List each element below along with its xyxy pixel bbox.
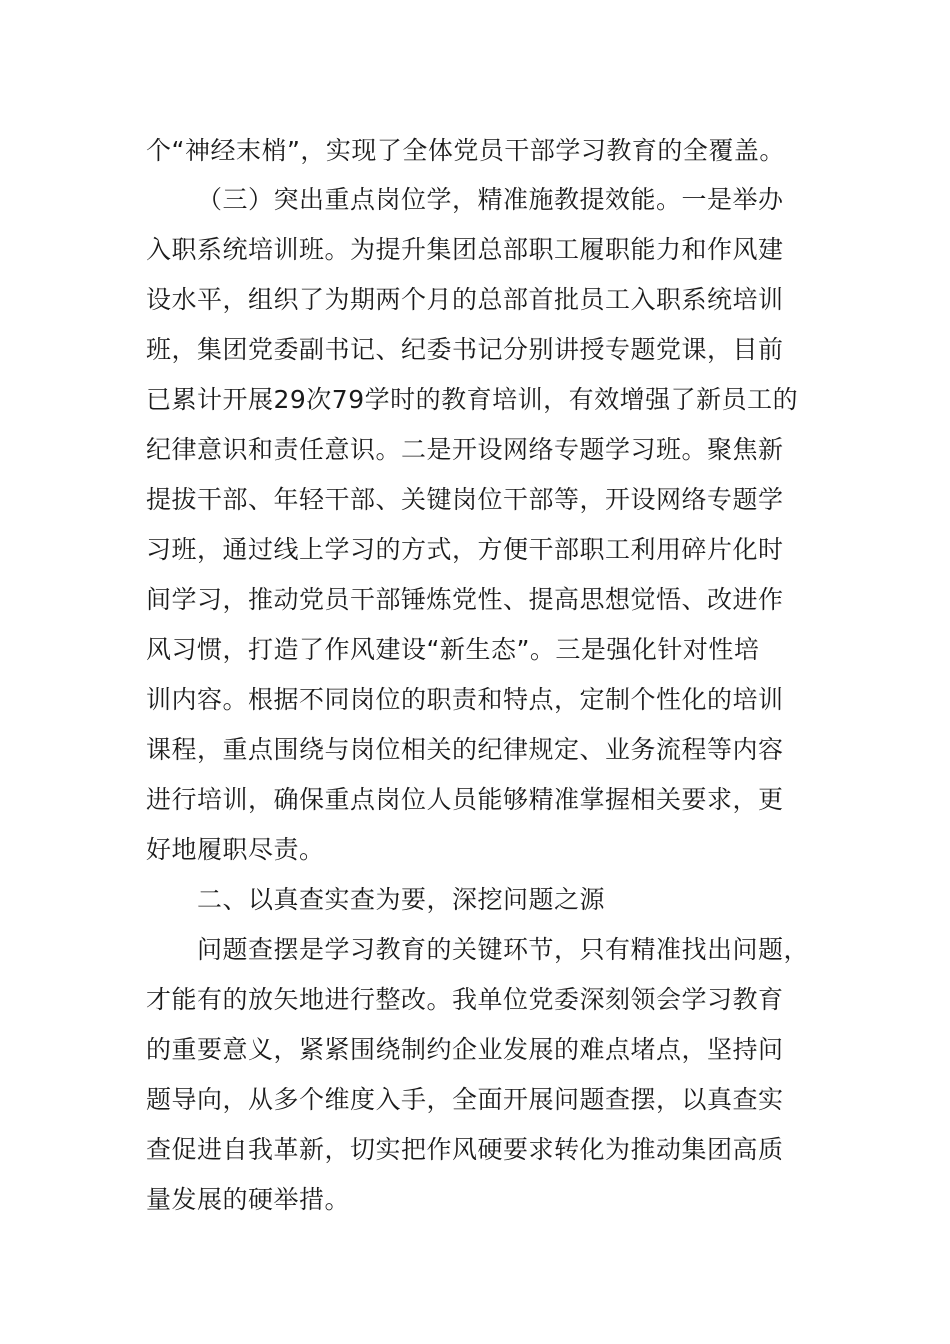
paragraph-line: 习班，通过线上学习的方式，方便干部职工利用碎片化时 [146, 535, 784, 564]
paragraph-line: 班，集团党委副书记、纪委书记分别讲授专题党课，目前 [146, 335, 784, 364]
paragraph-line: 好地履职尽责。 [146, 835, 325, 864]
paragraph-line: 题导向，从多个维度入手，全面开展问题查摆，以真查实 [146, 1085, 784, 1114]
section-heading: 二、以真查实查为要，深挖问题之源 [197, 885, 606, 914]
paragraph-line: 的重要意义，紧紧围绕制约企业发展的难点堵点，坚持问 [146, 1035, 784, 1064]
paragraph-line: 个“神经末梢”，实现了全体党员干部学习教育的全覆盖。 [146, 136, 785, 165]
paragraph-line: 已累计开展29次79学时的教育培训，有效增强了新员工的 [146, 385, 799, 414]
paragraph-line: 才能有的放矢地进行整改。我单位党委深刻领会学习教育 [146, 985, 784, 1014]
paragraph-line: 训内容。根据不同岗位的职责和特点，定制个性化的培训 [146, 685, 784, 714]
paragraph-line: 查促进自我革新，切实把作风硬要求转化为推动集团高质 [146, 1135, 784, 1164]
paragraph-line: 设水平，组织了为期两个月的总部首批员工入职系统培训 [146, 285, 784, 314]
paragraph-line: 间学习，推动党员干部锤炼党性、提高思想觉悟、改进作 [146, 585, 784, 614]
paragraph-line: 提拔干部、年轻干部、关键岗位干部等，开设网络专题学 [146, 485, 784, 514]
paragraph-line: 问题查摆是学习教育的关键环节，只有精准找出问题， [197, 935, 810, 964]
paragraph-line: 课程，重点围绕与岗位相关的纪律规定、业务流程等内容 [146, 735, 784, 764]
paragraph-line: 进行培训，确保重点岗位人员能够精准掌握相关要求，更 [146, 785, 784, 814]
section-heading-line: （三）突出重点岗位学，精准施教提效能。一是举办 [197, 185, 784, 214]
paragraph-line: 量发展的硬举措。 [146, 1185, 351, 1214]
paragraph-line: 风习惯，打造了作风建设“新生态”。三是强化针对性培 [146, 635, 760, 664]
paragraph-line: 入职系统培训班。为提升集团总部职工履职能力和作风建 [146, 235, 784, 264]
paragraph-line: 纪律意识和责任意识。二是开设网络专题学习班。聚焦新 [146, 435, 784, 464]
